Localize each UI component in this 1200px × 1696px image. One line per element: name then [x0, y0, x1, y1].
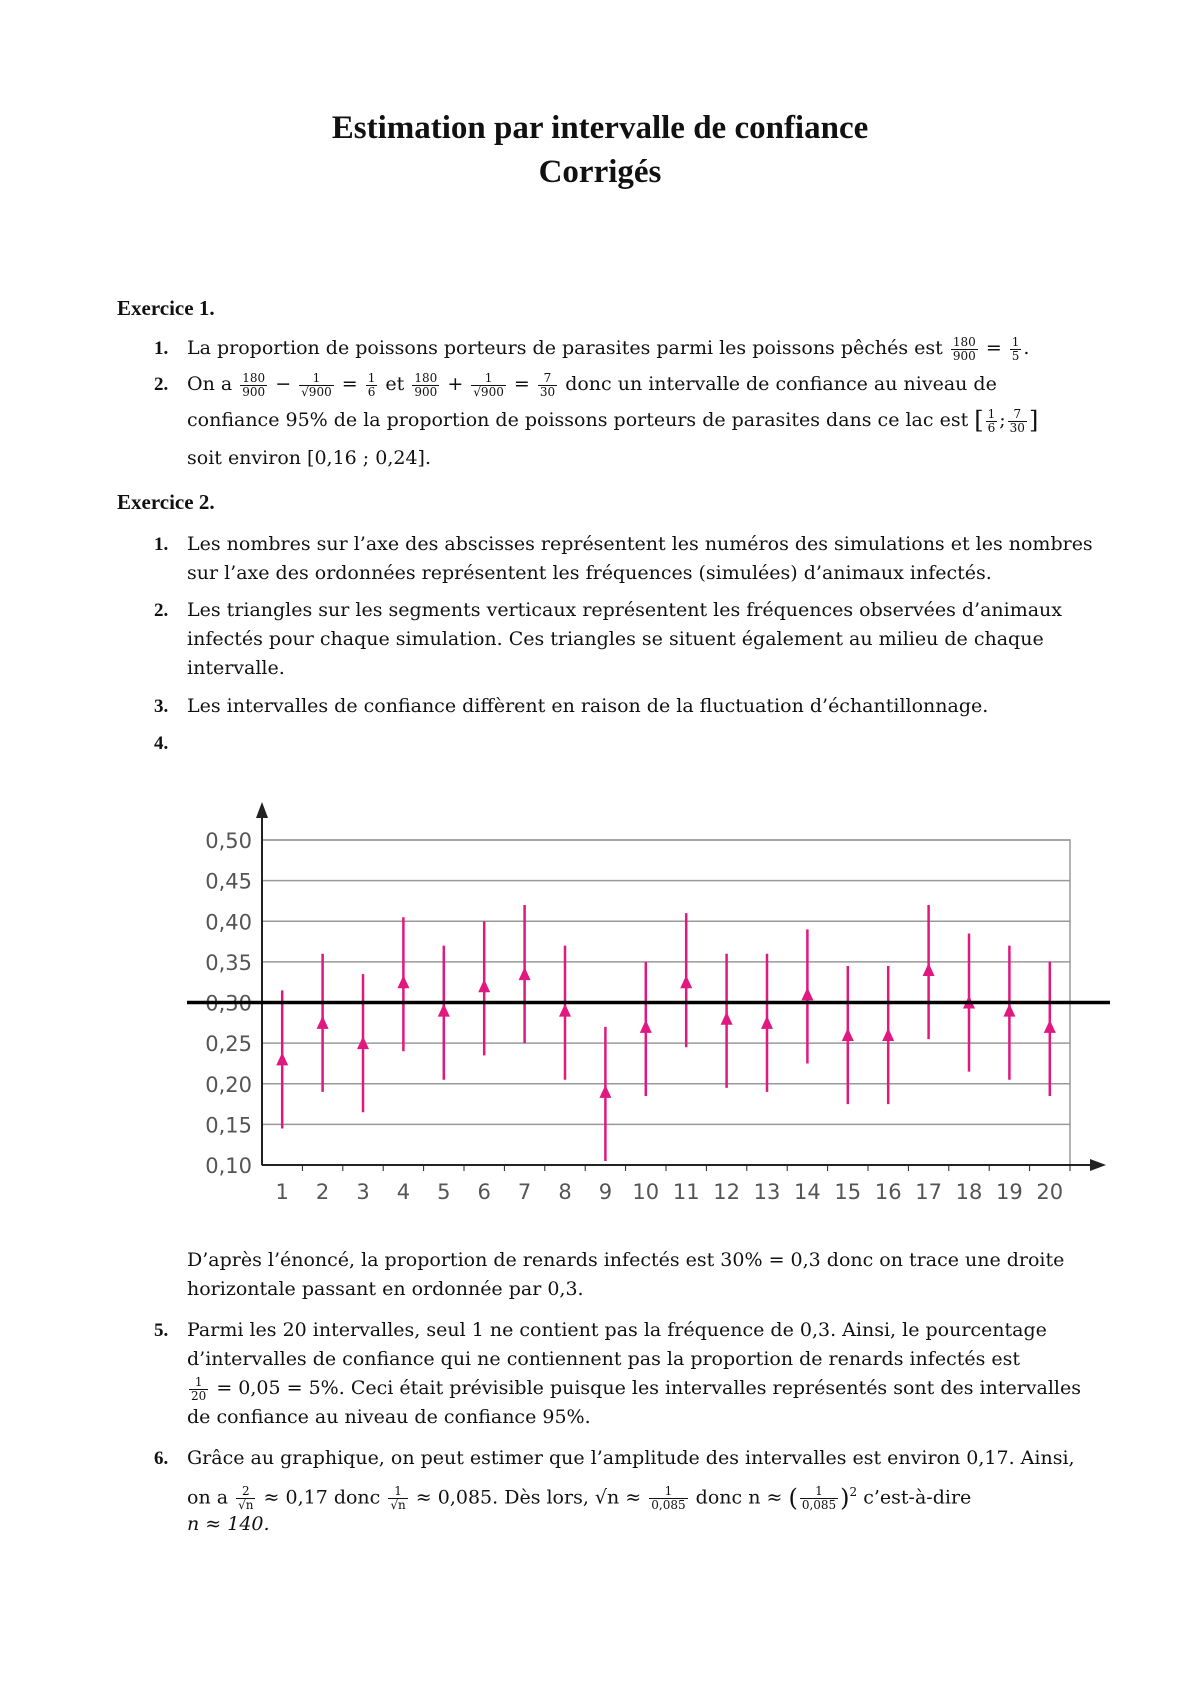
y-tick-label: 0,35: [205, 950, 252, 975]
x-tick-label: 4: [396, 1180, 411, 1204]
x-tick-label: 7: [517, 1180, 532, 1204]
item-number: 5.: [154, 1320, 169, 1341]
y-tick-label: 0,20: [205, 1072, 252, 1097]
x-tick-label: 2: [315, 1180, 330, 1204]
exercice1-heading: Exercice 1.: [117, 296, 215, 320]
x-tick-label: 20: [1036, 1180, 1064, 1204]
x-axis-arrow: [1090, 1159, 1106, 1171]
frequency-marker: [478, 979, 490, 992]
frequency-marker: [640, 1020, 652, 1033]
x-tick-label: 12: [713, 1180, 740, 1204]
x-tick-label: 10: [632, 1180, 660, 1204]
x-tick-label: 3: [356, 1180, 370, 1204]
frequency-marker: [923, 963, 935, 976]
frequency-marker: [438, 1004, 450, 1017]
document-title: Estimation par intervalle de confiance: [331, 110, 869, 146]
item-number: 4.: [154, 733, 169, 754]
item-number: 3.: [154, 696, 169, 717]
item-number: 2.: [154, 374, 169, 395]
item-number: 1.: [154, 338, 169, 359]
frequency-marker: [276, 1052, 288, 1065]
x-tick-label: 1: [275, 1180, 289, 1204]
item-number: 1.: [154, 534, 169, 555]
frequency-marker: [1044, 1020, 1056, 1033]
x-tick-label: 14: [794, 1180, 821, 1204]
item-text: On a $\frac{180}{900}$ − $\frac{1}{√900}$ = $\frac{1}{6}$ et $\frac{180}{900}$ + $\frac{1}{√900}$ = $\frac{7}{30}$ donc un intervalle de confiance au niveau de: [187, 370, 997, 399]
y-tick-label: 0,45: [205, 869, 252, 894]
frequency-marker: [721, 1012, 733, 1025]
frequency-marker: [801, 987, 813, 1000]
y-tick-label: 0,40: [205, 910, 252, 935]
y-tick-label: 0,25: [205, 1032, 252, 1057]
frequency-marker: [1003, 1004, 1015, 1017]
y-tick-label: 0,10: [205, 1154, 252, 1178]
frequency-marker: [519, 967, 531, 980]
frequency-marker: [842, 1028, 854, 1041]
x-tick-label: 15: [834, 1180, 862, 1204]
x-tick-label: 6: [477, 1180, 491, 1204]
frequency-marker: [397, 975, 409, 988]
y-tick-label: 0,50: [205, 829, 252, 853]
x-tick-label: 11: [672, 1180, 700, 1204]
x-tick-label: 16: [874, 1180, 902, 1204]
item-number: 2.: [154, 600, 169, 621]
x-tick-label: 19: [996, 1180, 1023, 1204]
x-tick-label: 8: [558, 1180, 572, 1204]
item-text: La proportion de poissons porteurs de parasites parmi les poissons pêchés est $\frac{180}{900}$ = $\frac{1}{5}$ .: [187, 334, 1030, 363]
fraction: $\frac{180}{900}$: [952, 334, 976, 363]
document-subtitle: Corrigés: [538, 154, 662, 190]
document-page: Estimation par intervalle de confiance Corrigés Exercice 1. 1. La proportion de poissons porteurs de parasites parmi les poissons pêchés est $\frac{180}{900}$ = $\frac{1}{5}$ . 2. On a $\frac{180}{900}$ − $\frac{1}{√900}$ = $\frac{1}{6}$ et $\frac{180}{900}$ + $\frac{1}{√900}$ = $\frac{7}{30}$ donc un intervalle de confiance au niveau de confiance 95% de la proportion de poissons porteurs de parasites dans ce lac est [ $\frac{1}{6}$ ; $\frac{7}{30}$ ] soit environ [0,16 ; 0,24]. Exercice 2. 1. Les nombres sur l’axe des abscisses représentent les numéros des simulations et les nombres sur l’axe des ordonnées représentent les fréquences (simulées) d’animaux infectés. 2. Les triangles sur les segments verticaux représentent les fréquences observées d’animaux infectés pour chaque simulation. Ces triangles se situent également au milieu de chaque intervalle. 3. Les intervalles de confiance diffèrent en raison de la fluctuation d’échantillonnage. 4. 0,10 0,15 0,20 0,25 0,30 0,35 0,40 0,45 0,50 1 2 3 4 5 6 7 8 9 10 11 12 13 14 15 16 17 18 19 20 D’après l’énoncé, la proportion de renards infectés est 30% = 0,3 donc on trace une droite horizontale passant en ordonnée par 0,3. 5. Parmi les 20 intervalles, seul 1 ne contient pas la fréquence de 0,3. Ainsi, le pourcentage d’intervalles de confiance qui ne contiennent pas la proportion de renards infectés est $\frac{1}{20}$ = 0,05 = 5%. Ceci était prévisible puisque les intervalles représentés sont des intervalles de confiance au niveau de confiance 95%. 6. Grâce au graphique, on peut estimer que l’amplitude des intervalles est environ 0,17. Ainsi, on a $\frac{2}{√n}$ ≈ 0,17 donc $\frac{1}{√n}$ ≈ 0,085. Dès lors, √n ≈ $\frac{1}{0,085}$ donc n ≈ ( $\frac{1}{0,085}$ )$^2$ c’est-à-dire n ≈ 140.: [0, 0, 1200, 1696]
frequency-marker: [317, 1016, 329, 1029]
y-tick-label: 0,30: [205, 991, 252, 1016]
y-axis-arrow: [256, 802, 268, 818]
x-tick-label: 18: [955, 1180, 983, 1204]
x-tick-label: 13: [753, 1180, 781, 1204]
frequency-marker: [761, 1016, 773, 1029]
x-tick-label: 5: [437, 1180, 451, 1204]
x-tick-label: 17: [915, 1180, 942, 1204]
item-number: 6.: [154, 1448, 169, 1469]
x-tick-label: 9: [598, 1180, 613, 1204]
exercice2-heading: Exercice 2.: [117, 490, 215, 514]
frequency-marker: [559, 1004, 571, 1017]
fraction: $\frac{1}{5}$: [1011, 334, 1020, 363]
frequency-marker: [882, 1028, 894, 1041]
y-tick-label: 0,15: [205, 1113, 252, 1138]
frequency-marker: [599, 1085, 611, 1098]
frequency-marker: [680, 975, 692, 988]
